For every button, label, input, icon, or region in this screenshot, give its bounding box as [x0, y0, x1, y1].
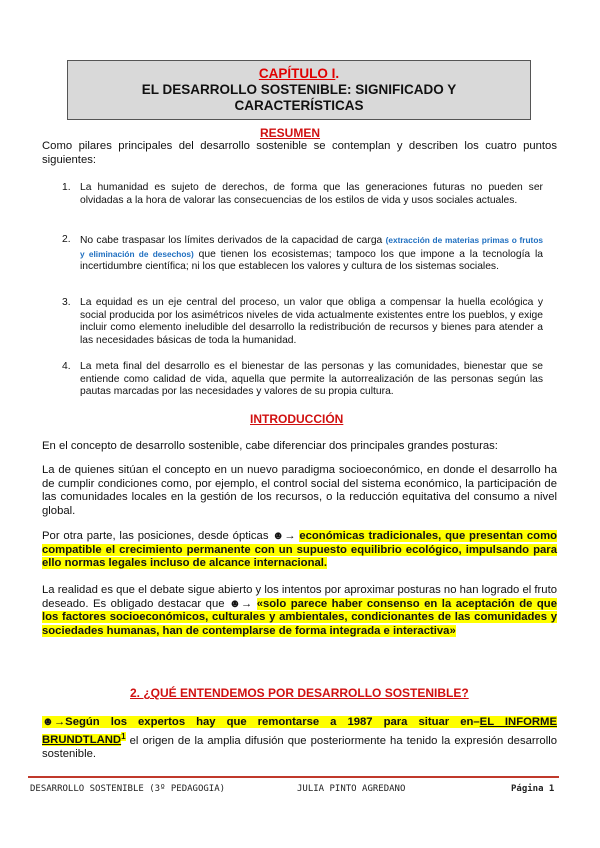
resumen-heading: RESUMEN	[260, 126, 321, 140]
brundtland-report-link[interactable]: EL INFORME BRUNDTLAND	[42, 716, 557, 747]
resumen-item2-text-b: que tienen los ecosistemas; tampoco los que impone a la tecnología la incertidumbre científica; ni los que establecen los valores y cultura de los sistemas sociales.	[80, 248, 543, 273]
footnote-ref[interactable]: 1	[121, 731, 126, 741]
intro-p3-plain: Por otra parte, las posiciones, desde ópticas ☻→	[42, 530, 296, 542]
intro-paragraph-3	[42, 530, 557, 571]
resumen-item-text: La equidad es un eje central del proceso, un valor que obliga a compensar la huella ecológica y social producida por los asimétricos niveles de vida actualmente existentes entre los pueblos, y exige incluir como elemento ineludible del desarrollo la redistribución de recursos y bienes para atender a las necesidades básicas de toda la humanidad.	[80, 297, 543, 346]
chapter-title-box	[67, 60, 531, 120]
intro-p3-highlight: económicas tradicionales, que presentan como compatible el crecimiento permanente con un supuesto equilibrio ecológico, impulsando para ello normas legales incluso de alcance internacional.	[42, 530, 558, 570]
resumen-item-text	[80, 234, 543, 274]
footer-course: DESARROLLO SOSTENIBLE (3º PEDAGOGIA)	[30, 784, 226, 794]
intro-paragraph-1: En el concepto de desarrollo sostenible, cabe diferenciar dos principales grandes posturas:	[42, 440, 498, 452]
resumen-intro: Como pilares principales del desarrollo sostenible se contemplan y describen los cuatro puntos siguientes:	[42, 140, 557, 166]
resumen-item2-text-a: No cabe traspasar los límites derivados de la capacidad de carga	[80, 235, 383, 246]
intro-paragraph-4	[42, 584, 557, 638]
resumen-item-text: La meta final del desarrollo es el bienestar de las personas y las comunidades, bienestar que se entiende como calidad de vida, aquella que permite la autorrealización de las personas según las pautas marcadas por las necesidades y valores de su propia cultura.	[80, 361, 543, 398]
intro-p4-plain: La realidad es que el debate sigue abierto y los intentos por aproximar posturas no han logrado el fruto deseado. Es obligado destacar que ☻→	[42, 584, 557, 610]
introduccion-heading: INTRODUCCIÓN	[250, 412, 344, 426]
section2-paragraph	[42, 716, 557, 762]
chapter-title-line1: EL DESARROLLO SOSTENIBLE: SIGNIFICADO Y	[141, 82, 457, 97]
footer-divider	[28, 776, 559, 778]
footer-page-number: Página 1	[511, 784, 555, 794]
resumen-item2-note: (extracción de materias primas o frutos y eliminación de desechos)	[80, 235, 544, 259]
section2-heading: 2. ¿QUÉ ENTENDEMOS POR DESARROLLO SOSTENIBLE?	[130, 686, 469, 700]
intro-paragraph-2: La de quienes sitúan el concepto en un nuevo paradigma socioeconómico, en donde el desarrollo ha de cumplir condiciones como, por ejemplo, el control social del sistema económico, la participación de las comunidades locales en la gestión de los recursos, o la reducción equitativa del consumo a nivel global.	[42, 464, 557, 517]
chapter-label: CAPÍTULO I	[258, 66, 336, 81]
chapter-period: .	[335, 66, 340, 81]
section2-rest: el origen de la amplia difusión que posteriormente ha tenido la expresión desarrollo sostenible.	[42, 734, 557, 760]
footer-author: JULIA PINTO AGREDANO	[297, 784, 406, 794]
section2-highlight: ☻→Según los expertos hay que remontarse a 1987 para situar en–	[42, 716, 480, 728]
chapter-title-line2: CARACTERÍSTICAS	[234, 98, 364, 113]
resumen-item-number: 1.	[62, 182, 71, 193]
resumen-item-text: La humanidad es sujeto de derechos, de forma que las generaciones futuras no pueden ser olvidadas a la hora de valorar las consecuencias de los estilos de vida y usos sociales actuales.	[80, 182, 543, 206]
resumen-item-number: 4.	[62, 361, 71, 372]
resumen-item-number: 3.	[62, 297, 71, 308]
intro-p4-highlight: «solo parece haber consenso en la aceptación de que los factores socioeconómicos, culturales y ambientales, condicionantes de las comunidades y sociedades humanas, han de contemplarse de forma integrada e interactiva»	[42, 597, 557, 637]
resumen-item-number: 2.	[62, 234, 71, 245]
